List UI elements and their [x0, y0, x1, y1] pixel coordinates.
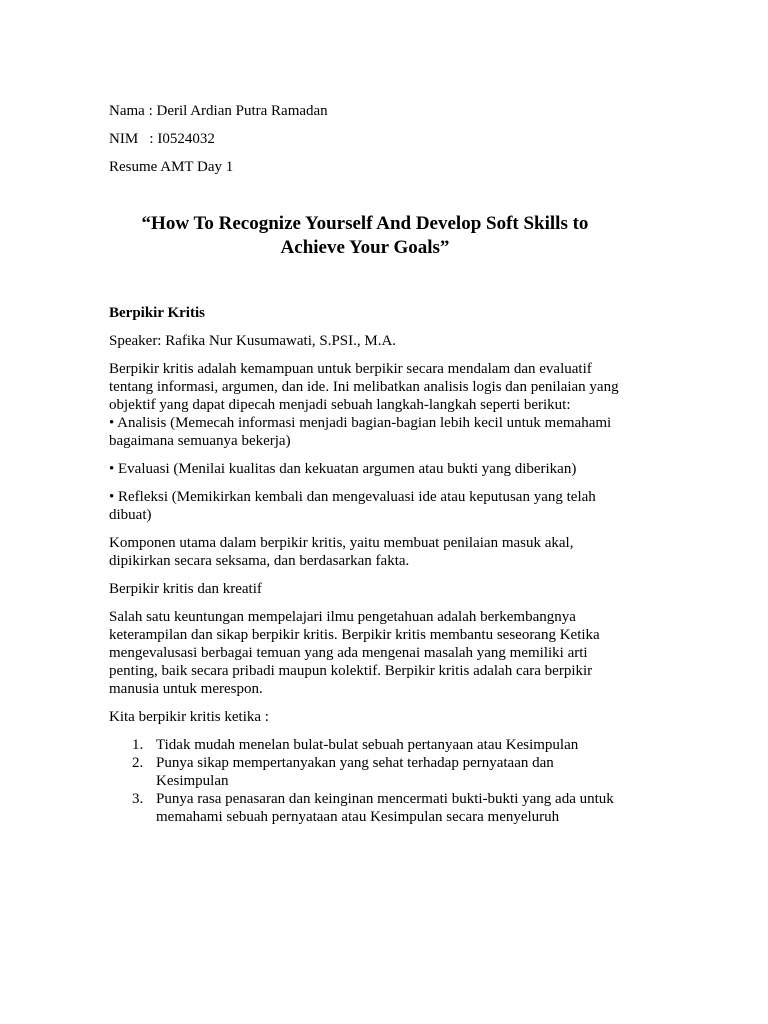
list-number: 1. [132, 737, 144, 753]
document-body [109, 102, 629, 826]
speaker-line: Speaker: Rafika Nur Kusumawati, S.PSI., M.A. [109, 333, 397, 349]
subheading: Berpikir kritis dan kreatif [109, 581, 262, 597]
list-text: Tidak mudah menelan bulat-bulat sebuah pertanyaan atau Kesimpulan [156, 737, 579, 753]
numbered-list [109, 736, 629, 826]
list-number: 2. [132, 755, 144, 771]
bullet-refleksi: • Refleksi (Memikirkan kembali dan mengevaluasi ide atau keputusan yang telah dibuat) [109, 489, 596, 523]
list-item [109, 790, 629, 826]
when-intro: Kita berpikir kritis ketika : [109, 709, 269, 725]
list-text: Punya sikap mempertanyakan yang sehat terhadap pernyataan dan Kesimpulan [156, 755, 554, 789]
intro-paragraph: Berpikir kritis adalah kemampuan untuk berpikir secara mendalam dan evaluatif tentang informasi, argumen, dan ide. Ini melibatkan analisis logis dan penilaian yang objektif yang dapat dipecah menjadi sebuah langkah-langkah seperti berikut: [109, 361, 619, 413]
document-title: “How To Recognize Yourself And Develop Soft Skills to Achieve Your Goals” [141, 213, 589, 258]
bullet-evaluasi: • Evaluasi (Menilai kualitas dan kekuatan argumen atau bukti yang diberikan) [109, 461, 577, 477]
list-item [109, 754, 629, 790]
student-nim: NIM : I0524032 [109, 131, 215, 147]
benefit-paragraph: Salah satu keuntungan mempelajari ilmu pengetahuan adalah berkembangnya keterampilan dan sikap berpikir kritis. Berpikir kritis membantu seseorang Ketika mengevalusasi berbagai temuan yang ada mengenai masalah yang memiliki arti penting, baik secara pribadi maupun kolektif. Berpikir kritis adalah cara berpikir manusia untuk merespon. [109, 609, 600, 697]
list-text: Punya rasa penasaran dan keinginan mencermati bukti-bukti yang ada untuk memahami sebuah pernyataan atau Kesimpulan secara menyeluruh [156, 791, 614, 825]
list-number: 3. [132, 791, 144, 807]
student-name: Nama : Deril Ardian Putra Ramadan [109, 103, 328, 119]
resume-label: Resume AMT Day 1 [109, 159, 234, 175]
list-item [109, 736, 629, 754]
components-paragraph: Komponen utama dalam berpikir kritis, yaitu membuat penilaian masuk akal, dipikirkan secara seksama, dan berdasarkan fakta. [109, 535, 574, 569]
bullet-analisis: • Analisis (Memecah informasi menjadi bagian-bagian lebih kecil untuk memahami bagaimana semuanya bekerja) [109, 415, 612, 449]
section-heading: Berpikir Kritis [109, 305, 205, 321]
